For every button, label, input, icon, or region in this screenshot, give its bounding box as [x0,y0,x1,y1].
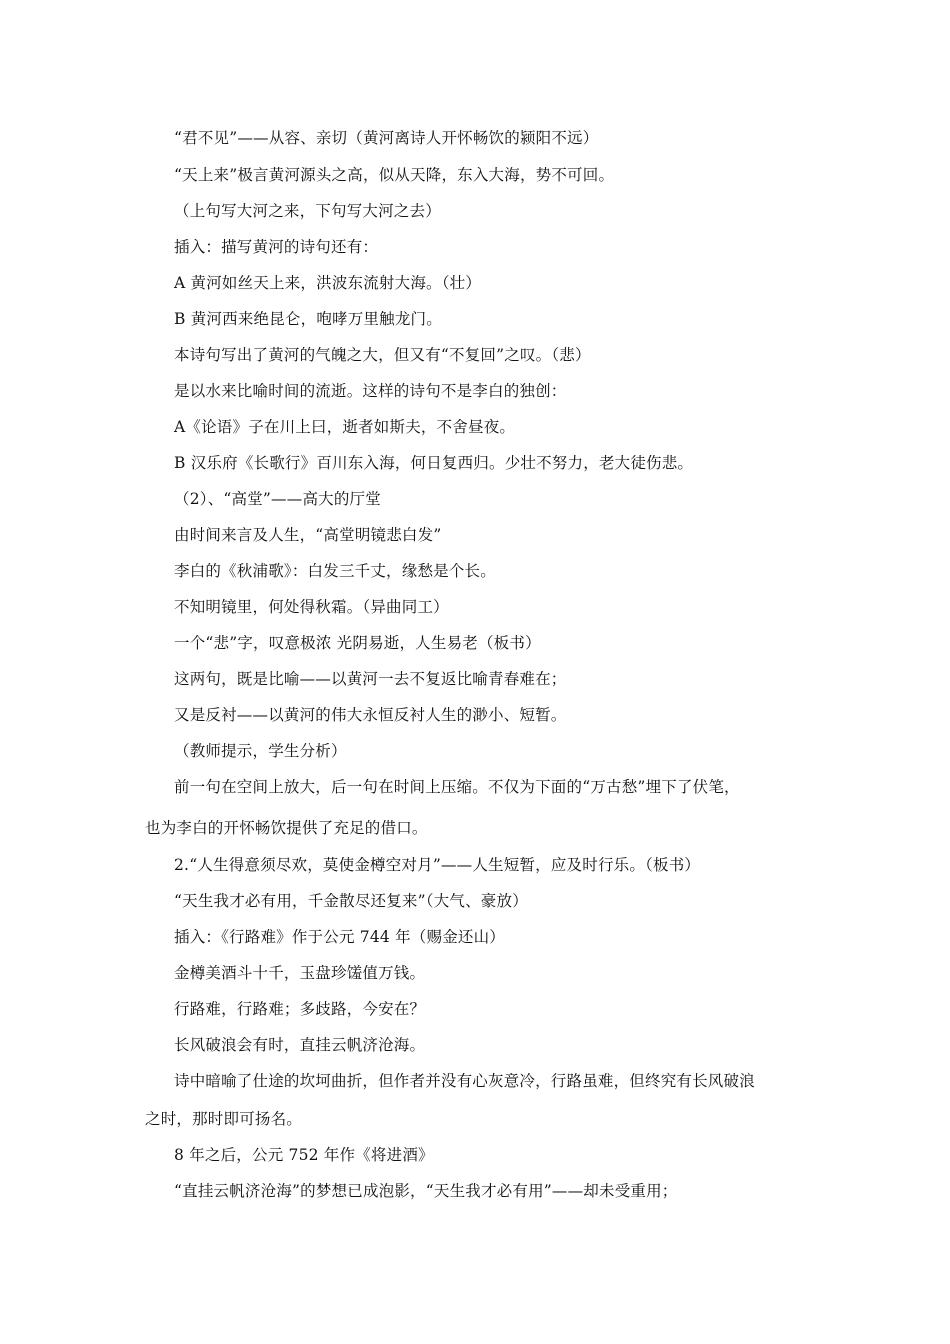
text-line: 这两句，既是比喻——以黄河一去不复返比喻青春难在； [174,670,567,688]
text-line: 诗中暗喻了仕途的坎坷曲折，但作者并没有心灰意冷，行路虽难，但终究有长风破浪 [174,1072,755,1090]
text-line: （教师提示，学生分析） [174,742,347,760]
text-line: “天上来”极言黄河源头之高，似从天降，东入大海，势不可回。 [174,166,615,184]
text-line: 8 年之后，公元 752 年作《将进酒》 [174,1146,434,1164]
text-line: A 黄河如丝天上来，洪波东流射大海。（壮） [174,274,482,292]
text-line: 是以水来比喻时间的流逝。这样的诗句不是李白的独创： [174,382,567,400]
text-line: 由时间来言及人生，“高堂明镜悲白发” [174,526,442,544]
text-line: B 汉乐府《长歌行》百川东入海，何日复西归。少壮不努力，老大徒伤悲。 [174,454,694,472]
text-line: 一个“悲”字，叹意极浓 光阴易逝，人生易老（板书） [174,634,541,652]
text-line: （上句写大河之来，下句写大河之去） [174,202,441,220]
text-line: （2）、“高堂”——高大的厅堂 [174,490,381,508]
text-line: B 黄河西来绝昆仑，咆哮万里触龙门。 [174,310,442,328]
text-line: “直挂云帆济沧海”的梦想已成泡影，“天生我才必有用”——却未受重用； [174,1182,678,1200]
text-line: 行路难，行路难；多歧路，今安在？ [174,1000,426,1018]
text-line: 李白的《秋浦歌》：白发三千丈，缘愁是个长。 [174,562,496,580]
text-line: “君不见”——从容、亲切（黄河离诗人开怀畅饮的颍阳不远） [174,129,599,147]
text-line: 长风破浪会有时，直挂云帆济沧海。 [174,1036,426,1054]
text-line: 2.“人生得意须尽欢，莫使金樽空对月”——人生短暂，应及时行乐。（板书） [174,856,701,874]
text-line: 也为李白的开怀畅饮提供了充足的借口。 [145,819,428,837]
text-line: 不知明镜里，何处得秋霜。（异曲同工） [174,598,449,616]
text-line: 金樽美酒斗十千，玉盘珍馐值万钱。 [174,964,426,982]
text-line: 本诗句写出了黄河的气魄之大，但又有“不复回”之叹。（悲） [174,346,591,364]
text-line: 前一句在空间上放大，后一句在时间上压缩。不仅为下面的“万古愁”埋下了伏笔， [174,778,740,796]
text-line: “天生我才必有用，千金散尽还复来”（大气、豪放） [174,892,528,910]
text-line: 又是反衬——以黄河的伟大永恒反衬人生的渺小、短暂。 [174,706,567,724]
text-line: 之时，那时即可扬名。 [145,1110,303,1128]
text-line: 插入：《行路难》作于公元 744 年（赐金还山） [174,928,505,946]
text-line: A《论语》子在川上曰，逝者如斯夫，不舍昼夜。 [174,418,516,436]
text-line: 插入：描写黄河的诗句还有： [174,238,379,256]
